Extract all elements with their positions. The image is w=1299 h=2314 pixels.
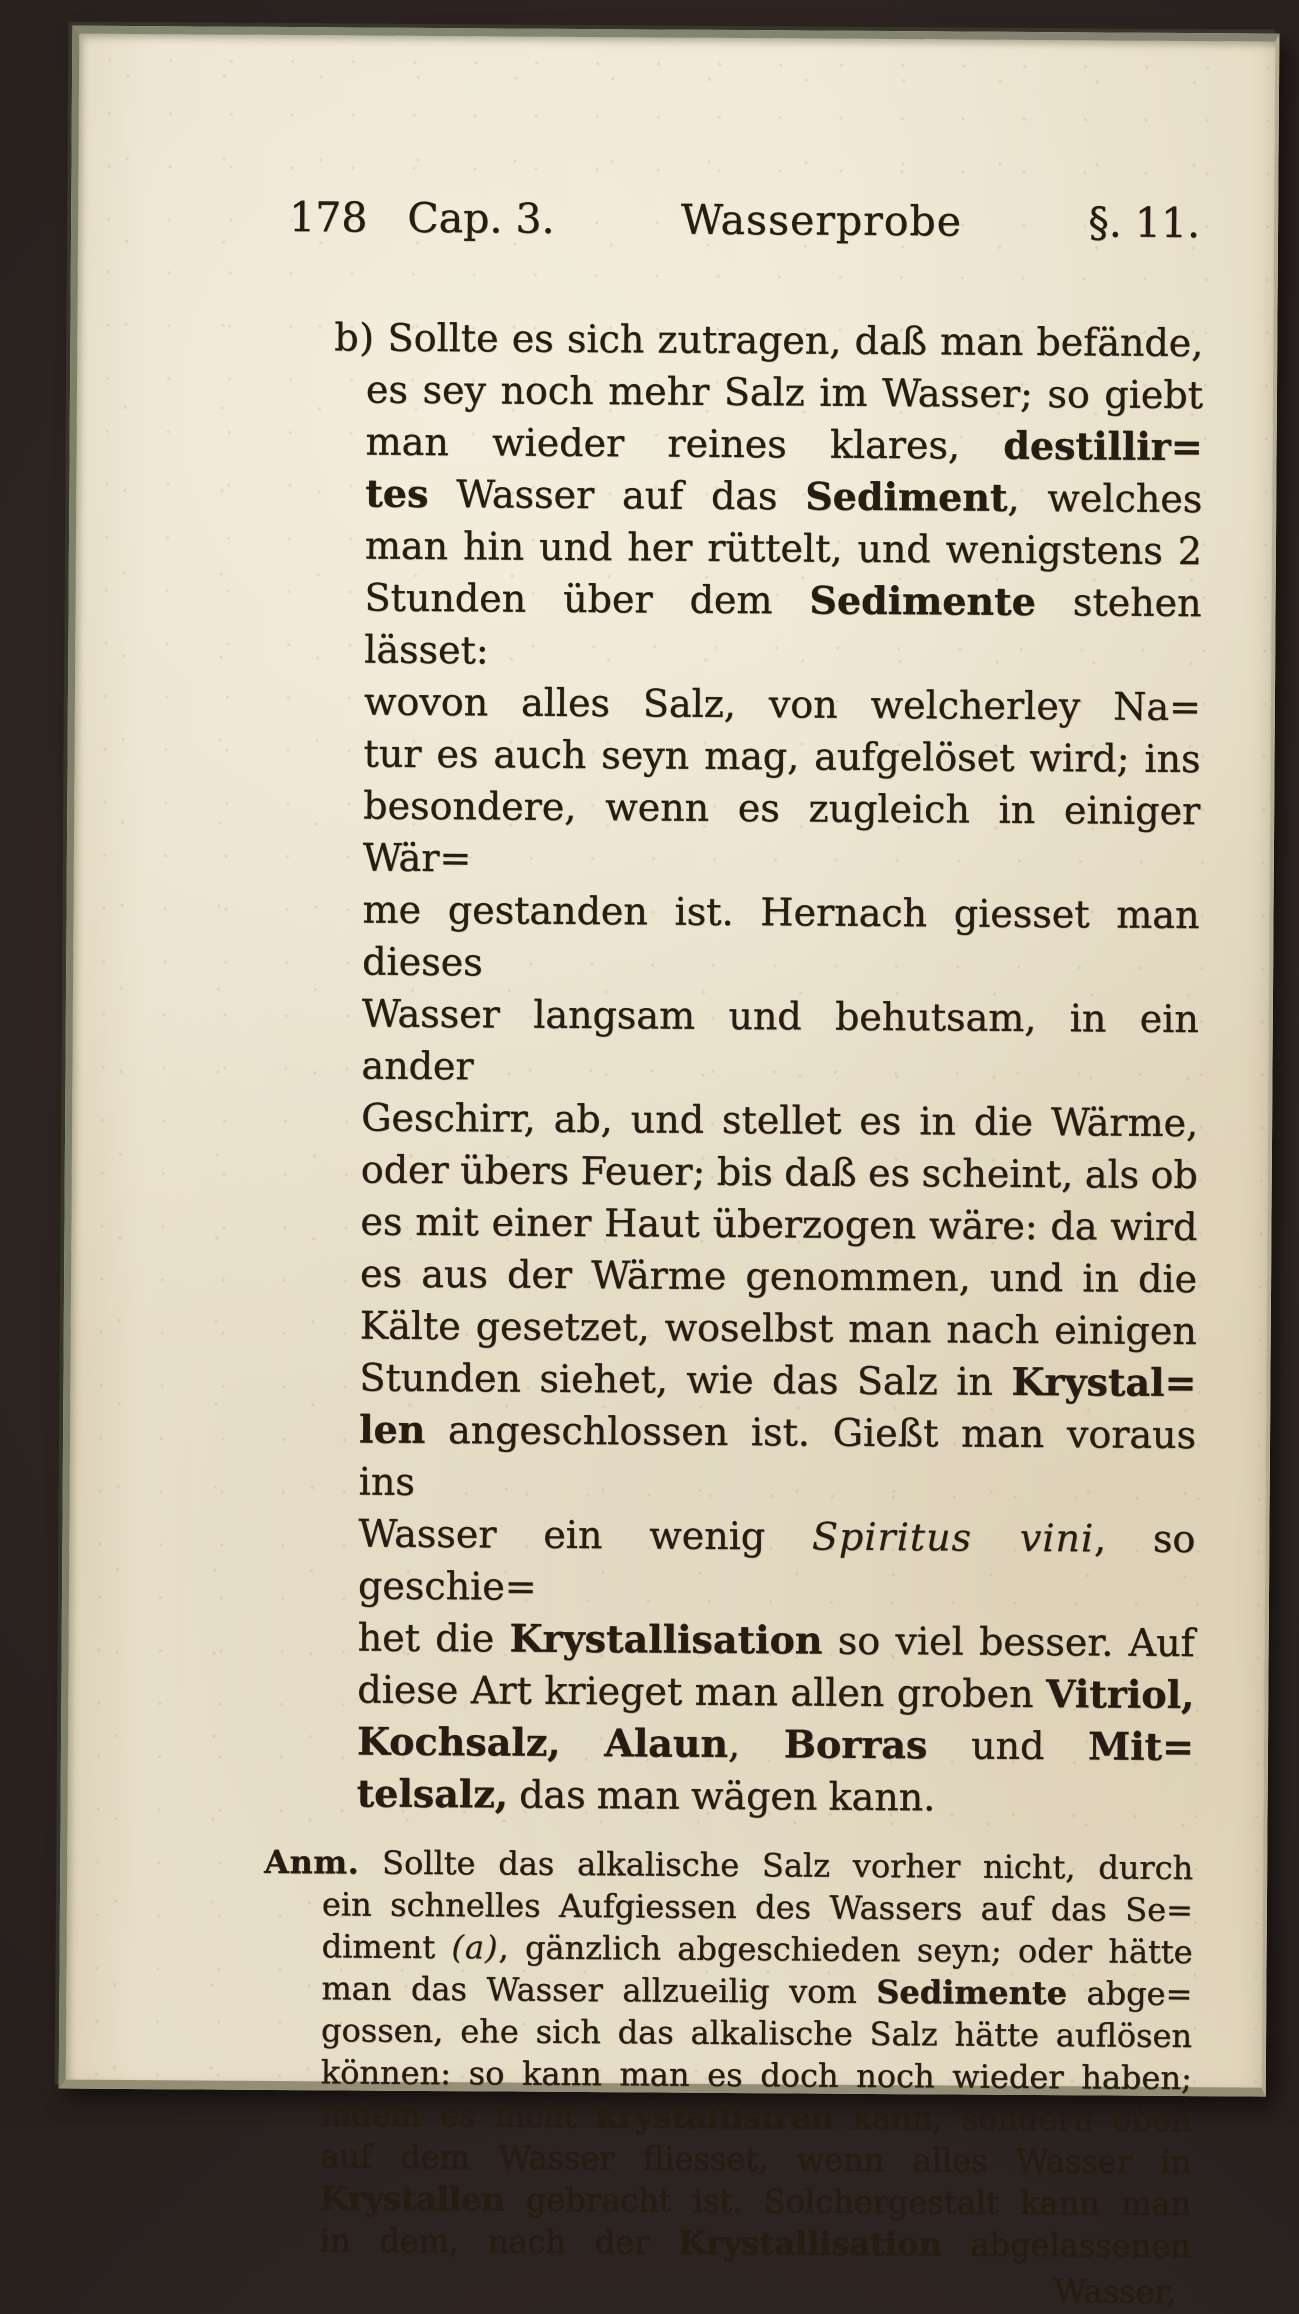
text-run: Stunden über dem (364, 575, 810, 623)
emphasis-text: Borras (783, 1721, 928, 1768)
text-line (360, 1300, 1197, 1358)
text-line (360, 1196, 1197, 1254)
text-run: ein schnelles Aufgiessen des Wassers auf das Se= (321, 1885, 1194, 1930)
text-run: abgelassenen (941, 2225, 1191, 2266)
text-run: gossen, ehe sich das alkalische Salz hätte auflösen (320, 2011, 1193, 2056)
text-line (320, 2135, 1191, 2183)
text-line (361, 1092, 1198, 1150)
text-run: das man wägen kann. (507, 1772, 936, 1820)
text-run: man wieder reines klares, (365, 419, 1004, 468)
emphasis-text: krystallisiren (595, 2097, 835, 2137)
text-run (560, 1721, 604, 1765)
emphasis-text: Krystal= (1011, 1358, 1197, 1406)
text-line (361, 1144, 1198, 1202)
book-page (59, 26, 1280, 2311)
text-line (357, 1664, 1194, 1722)
text-line (365, 468, 1202, 526)
text-run: es sey noch mehr Salz im Wasser; so giebt (365, 367, 1204, 418)
text-line (321, 2009, 1192, 2057)
paragraph-marker: b) (334, 315, 375, 360)
text-run: stehen lässet: (364, 580, 1202, 673)
running-title: Wasserprobe (680, 195, 963, 246)
emphasis-text: Sedimente (876, 1972, 1068, 2013)
emphasis-text: Vitriol, (1045, 1671, 1195, 1718)
emphasis-text: Mit= (1087, 1723, 1195, 1770)
text-line (322, 1883, 1193, 1931)
emphasis-text: telsalz, (356, 1770, 509, 1817)
text-run: in dem, nach der (319, 2221, 679, 2262)
text-line (359, 1404, 1197, 1514)
text-line (322, 1925, 1193, 1973)
text-run: angeschlossen ist. Gießt man voraus ins (358, 1407, 1197, 1504)
text-line (264, 1841, 1193, 1889)
text-run: man das Wasser allzueilig vom (321, 1969, 877, 2011)
text-line (357, 1768, 1194, 1826)
text-run: , so geschie= (357, 1516, 1196, 1609)
text-run: Sollte es sich zutragen, daß man befände, (374, 315, 1204, 366)
text-run: kann, sondern oben (833, 2098, 1192, 2140)
paragraph-b-lines (325, 311, 1204, 1825)
text-line (358, 1508, 1196, 1618)
text-line (321, 1967, 1192, 2015)
text-line (360, 1248, 1197, 1306)
text-run: Wasser ein wenig (358, 1511, 813, 1559)
text-run: Wasser auf das (428, 471, 806, 519)
text-run: Kälte gesetzet, woselbst man nach einigen (359, 1303, 1197, 1354)
text-run: oder übers Feuer; bis daß es scheint, als ob (360, 1147, 1198, 1198)
text-line (365, 520, 1202, 578)
text-run: het die (357, 1615, 510, 1661)
text-line (321, 2051, 1192, 2099)
text-run: wovon alles Salz, von welcherley Na= (363, 679, 1202, 730)
text-line (320, 2219, 1191, 2267)
emphasis-text: Krystallisation (678, 2223, 942, 2264)
text-run: man hin und her rüttelt, und wenigstens 2 (364, 523, 1203, 574)
chapter-label: Cap. 3. (407, 193, 555, 243)
text-line (320, 2177, 1191, 2225)
emphasis-text: Kochsalz, (356, 1718, 561, 1765)
text-line (364, 676, 1201, 734)
text-line (334, 311, 1203, 369)
text-run: und (927, 1723, 1089, 1769)
emphasis-text: Krystallen (319, 2179, 505, 2219)
catchword: Wasser, (1053, 2272, 1177, 2311)
text-line (363, 780, 1201, 890)
text-line (357, 1716, 1194, 1774)
latin-italic-text: (a) (451, 1928, 499, 1967)
page-number: 178 (288, 193, 368, 242)
text-run: Stunden siehet, wie das Salz in (359, 1355, 1012, 1404)
note-marker: Anm. (264, 1842, 360, 1882)
text-line (359, 1352, 1196, 1410)
text-run: tur es auch seyn mag, aufgelöset wird; ins (363, 731, 1201, 782)
emphasis-text: tes (365, 470, 429, 516)
text-line (363, 728, 1200, 786)
text-run: es mit einer Haut überzogen wäre: da wird (360, 1199, 1198, 1250)
text-run: me gestanden ist. Hernach giesset man dieses (362, 887, 1200, 985)
text-run: gebracht ist. Solchergestalt kann man (504, 2180, 1192, 2224)
emphasis-text: Sediment (805, 473, 1008, 520)
text-run: es aus der Wärme genommen, und in die (359, 1251, 1198, 1302)
text-run: , (727, 1721, 785, 1767)
text-run: Geschirr, ab, und stellet es in die Wärme, (361, 1095, 1199, 1146)
text-run: diese Art krieget man allen groben (357, 1667, 1047, 1717)
text-run: indem es nicht (320, 2095, 596, 2136)
emphasis-text: destillir= (1003, 422, 1203, 470)
text-line (320, 2093, 1191, 2141)
page-content (264, 35, 1205, 2313)
running-header (289, 193, 1204, 247)
text-run: , welches (1007, 475, 1203, 522)
emphasis-text: len (358, 1406, 426, 1452)
text-line (361, 988, 1199, 1098)
text-run: diment (321, 1927, 452, 1967)
text-line (364, 572, 1202, 682)
section-number: §. 11. (1088, 198, 1201, 248)
text-run: können: so kann man es doch noch wieder haben; (320, 2053, 1192, 2098)
latin-italic-text: Spiritus vini (811, 1514, 1095, 1561)
text-run: so viel besser. Auf (822, 1618, 1195, 1666)
text-line (366, 364, 1203, 422)
note-lines (262, 1841, 1194, 2267)
text-run: auf dem Wasser fliesset, wenn alles Wasser in (320, 2137, 1192, 2182)
emphasis-text: Krystallisation (509, 1615, 823, 1663)
text-run: Wasser langsam und behutsam, in ein ander (361, 991, 1199, 1089)
text-run: besondere, wenn es zugleich in einiger Wär= (362, 783, 1201, 881)
emphasis-text: Sedimente (809, 577, 1037, 625)
text-line (358, 1612, 1195, 1670)
text-run: Sollte das alkalische Salz vorher nicht, durch (359, 1843, 1194, 1888)
text-run: abge= (1066, 1974, 1193, 2014)
text-line (365, 416, 1202, 474)
text-run: , gänzlich abgeschieden seyn; oder hätte (498, 1928, 1193, 1972)
emphasis-text: Alaun (604, 1720, 729, 1766)
text-line (362, 884, 1200, 994)
